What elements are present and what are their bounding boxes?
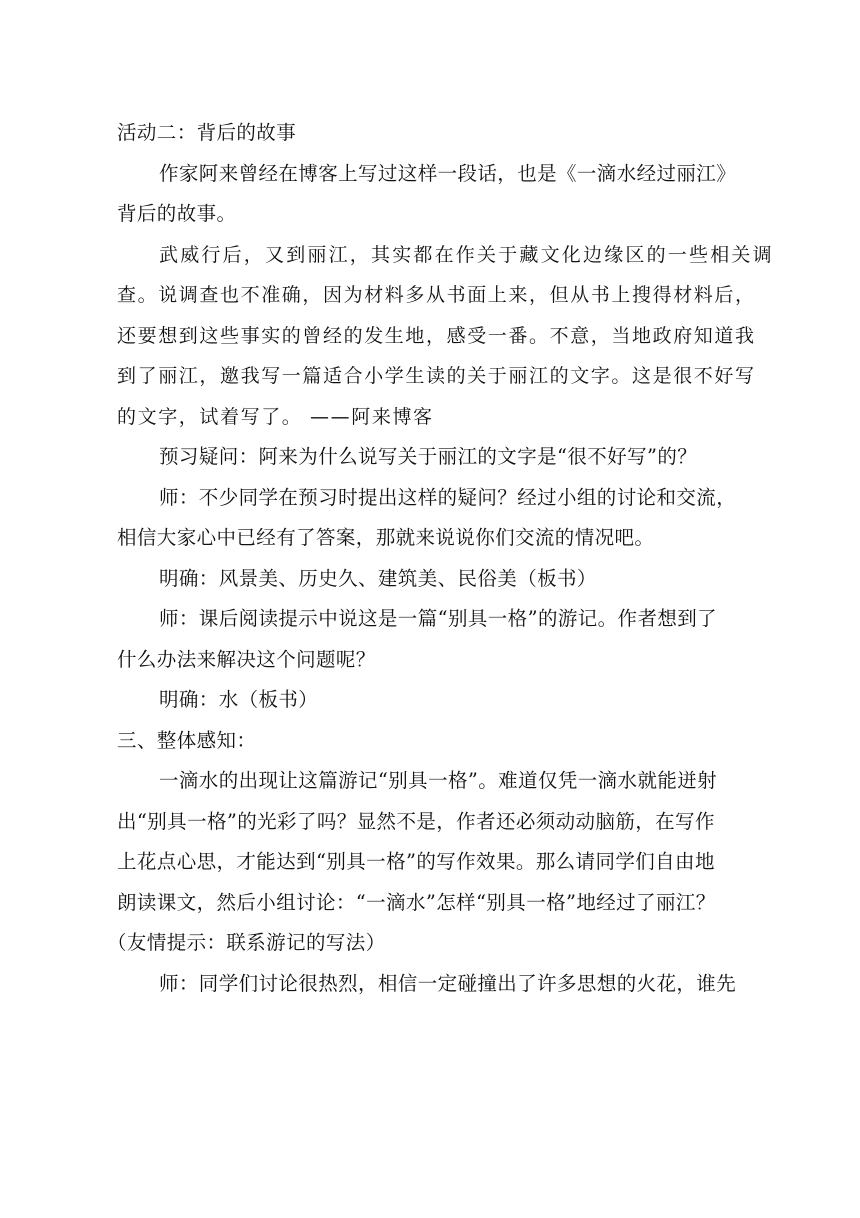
overview-paragraph [107,761,749,964]
intro-line: 背后的故事。 [117,202,237,225]
quote-line: 查。说调查也不准确，因为材料多从书面上来，但从书上搜得材料后， [117,284,756,306]
preview-question: 预习疑问：阿来为什么说写关于丽江的文字是“很不好写”的？ [159,445,698,468]
blog-quote [117,235,774,438]
overview-line: 朗读课文，然后小组讨论：“一滴水”怎样“别具一格”地经过了丽江？ [117,890,716,914]
quote-line: 武威行后，又到丽江，其实都在作关于藏文化边缘区的一些相关调 [159,243,774,266]
overview-line: 上花点心思，才能达到“别具一格”的写作效果。那么请同学们自由地 [117,850,715,873]
teacher-line: 师：同学们讨论很热烈，相信一定碰撞出了许多思想的火花，谁先 [159,971,737,995]
overview-line: 出“别具一格”的光彩了吗？显然不是，作者还必须动动脑筋，在写作 [117,809,715,833]
intro-line: 作家阿来曾经在博客上写过这样一段话，也是《一滴水经过丽江》 [159,161,737,185]
answer-line: 明确：风景美、历史久、建筑美、民俗美（板书） [159,566,597,590]
teacher-line: 师：不少同学在预习时提出这样的疑问？经过小组的讨论和交流， [159,485,737,509]
teacher-paragraph [117,478,749,559]
overview-line: （友情提示：联系游记的写法） [107,931,386,954]
intro-paragraph [117,154,749,235]
section-heading: 三、整体感知： [117,728,257,752]
teacher-paragraph [117,599,749,680]
quote-line: 的文字，试着写了。 ——阿来博客 [117,405,434,428]
quote-line: 到了丽江，邀我写一篇适合小学生读的关于丽江的文字。这是很不好写 [117,365,756,387]
answer-line: 明确：水（板书） [159,688,319,711]
document-body [107,113,774,1004]
teacher-line: 相信大家心中已经有了答案，那就来说说你们交流的情况吧。 [117,526,655,549]
overview-line: 一滴水的出现让这篇游记“别具一格”。难道仅凭一滴水就能迸射 [159,769,718,792]
teacher-line: 什么办法来解决这个问题呢？ [117,647,376,671]
activity-heading: 活动二：背后的故事 [117,121,297,144]
quote-line: 还要想到这些事实的曾经的发生地，感受一番。不意，当地政府知道我 [117,324,756,347]
teacher-line: 师：课后阅读提示中说这是一篇“别具一格”的游记。作者想到了 [159,607,718,630]
